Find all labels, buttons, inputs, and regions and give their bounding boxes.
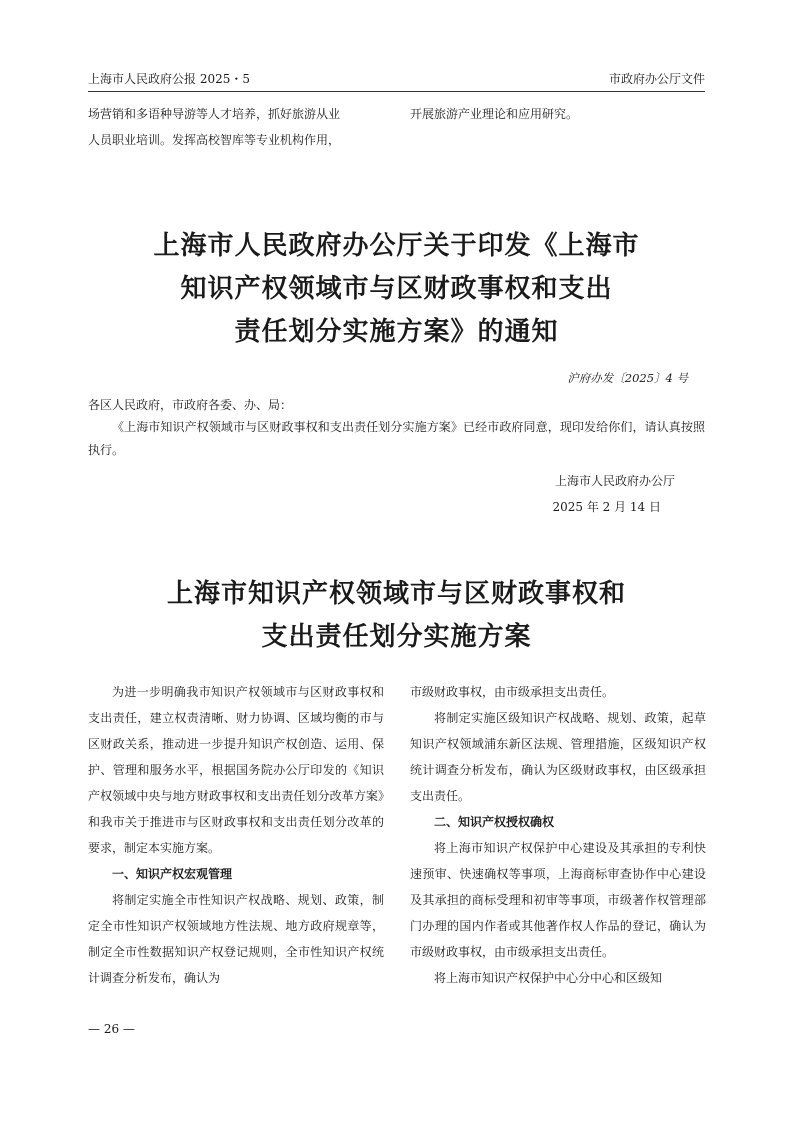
document-number: 沪府办发〔2025〕4 号 [567,371,688,385]
text-line: 场营销和多语种导游等人才培养，抓好旅游从业 [88,107,341,121]
header-left: 上海市人民政府公报 2025・5 [88,72,250,86]
paragraph: 将制定实施区级知识产权战略、规划、政策，起草知识产权领域浦东新区法规、管理措施，区级知识产权统计调查分析发布，确认为区级财政事权，由区级承担支出责任。 [410,711,706,803]
previous-article-right [410,101,706,127]
paragraph: 将上海市知识产权保护中心分中心和区级知 [434,971,663,985]
signer: 上海市人民政府办公厅 [554,474,675,488]
title-line: 责任划分实施方案》的通知 [234,317,559,347]
section-heading: 二、知识产权授权确权 [434,815,555,829]
text-line: 开展旅游产业理论和应用研究。 [410,107,579,121]
text-line: 人员职业培训。发挥高校智库等专业机构作用， [88,133,341,147]
title-line: 支出责任划分实施方案 [261,622,532,652]
header-divider [88,91,705,92]
paragraph: 将制定实施全市性知识产权战略、规划、政策，制定全市性知识产权领域地方性法规、地方政府规章等，制定全市性数据知识产权登记规则，全市性知识产权统计调查分析发布，确认为 [88,893,384,985]
paragraph: 为进一步明确我市知识产权领域市与区财政事权和支出责任，建立权责清晰、财力协调、区域均衡的市与区财政关系，推动进一步提升知识产权创造、运用、保护、管理和服务水平，根据国务院办公厅印发的《知识产权领域中央与地方财政事权和支出责任划分改革方案》和我市关于推进市与区财政事权和支出责任划分改革的要求，制定本实施方案。 [88,685,384,855]
issue-date: 2025 年 2 月 14 日 [552,500,661,514]
title-line: 知识产权领域市与区财政事权和支出 [180,274,613,304]
notice-body: 《上海市知识产权领域市与区财政事权和支出责任划分实施方案》已经市政府同意，现印发给你们，请认真按照执行。 [88,420,705,457]
notice-title [88,225,705,354]
header-right: 市政府办公厅文件 [608,72,705,86]
title-line: 上海市知识产权领域市与区财政事权和 [166,579,626,609]
title-line: 上海市人民政府办公厅关于印发《上海市 [153,231,640,261]
page-number: — 26 — [88,1022,135,1036]
plan-title [88,573,705,659]
addressee: 各区人民政府，市政府各委、办、局： [88,398,293,412]
plan-left-column [88,679,384,991]
section-heading: 一、知识产权宏观管理 [112,867,233,881]
previous-article-left [88,101,384,153]
paragraph: 市级财政事权，由市级承担支出责任。 [410,685,615,699]
plan-right-column [410,679,706,991]
paragraph: 将上海市知识产权保护中心建设及其承担的专利快速预审、快速确权等事项，上海商标审查协作中心建设及其承担的商标受理和初审等事项，市级著作权管理部门办理的国内作者或其他著作权人作品的登记，确认为市级财政事权，由市级承担支出责任。 [410,841,706,959]
